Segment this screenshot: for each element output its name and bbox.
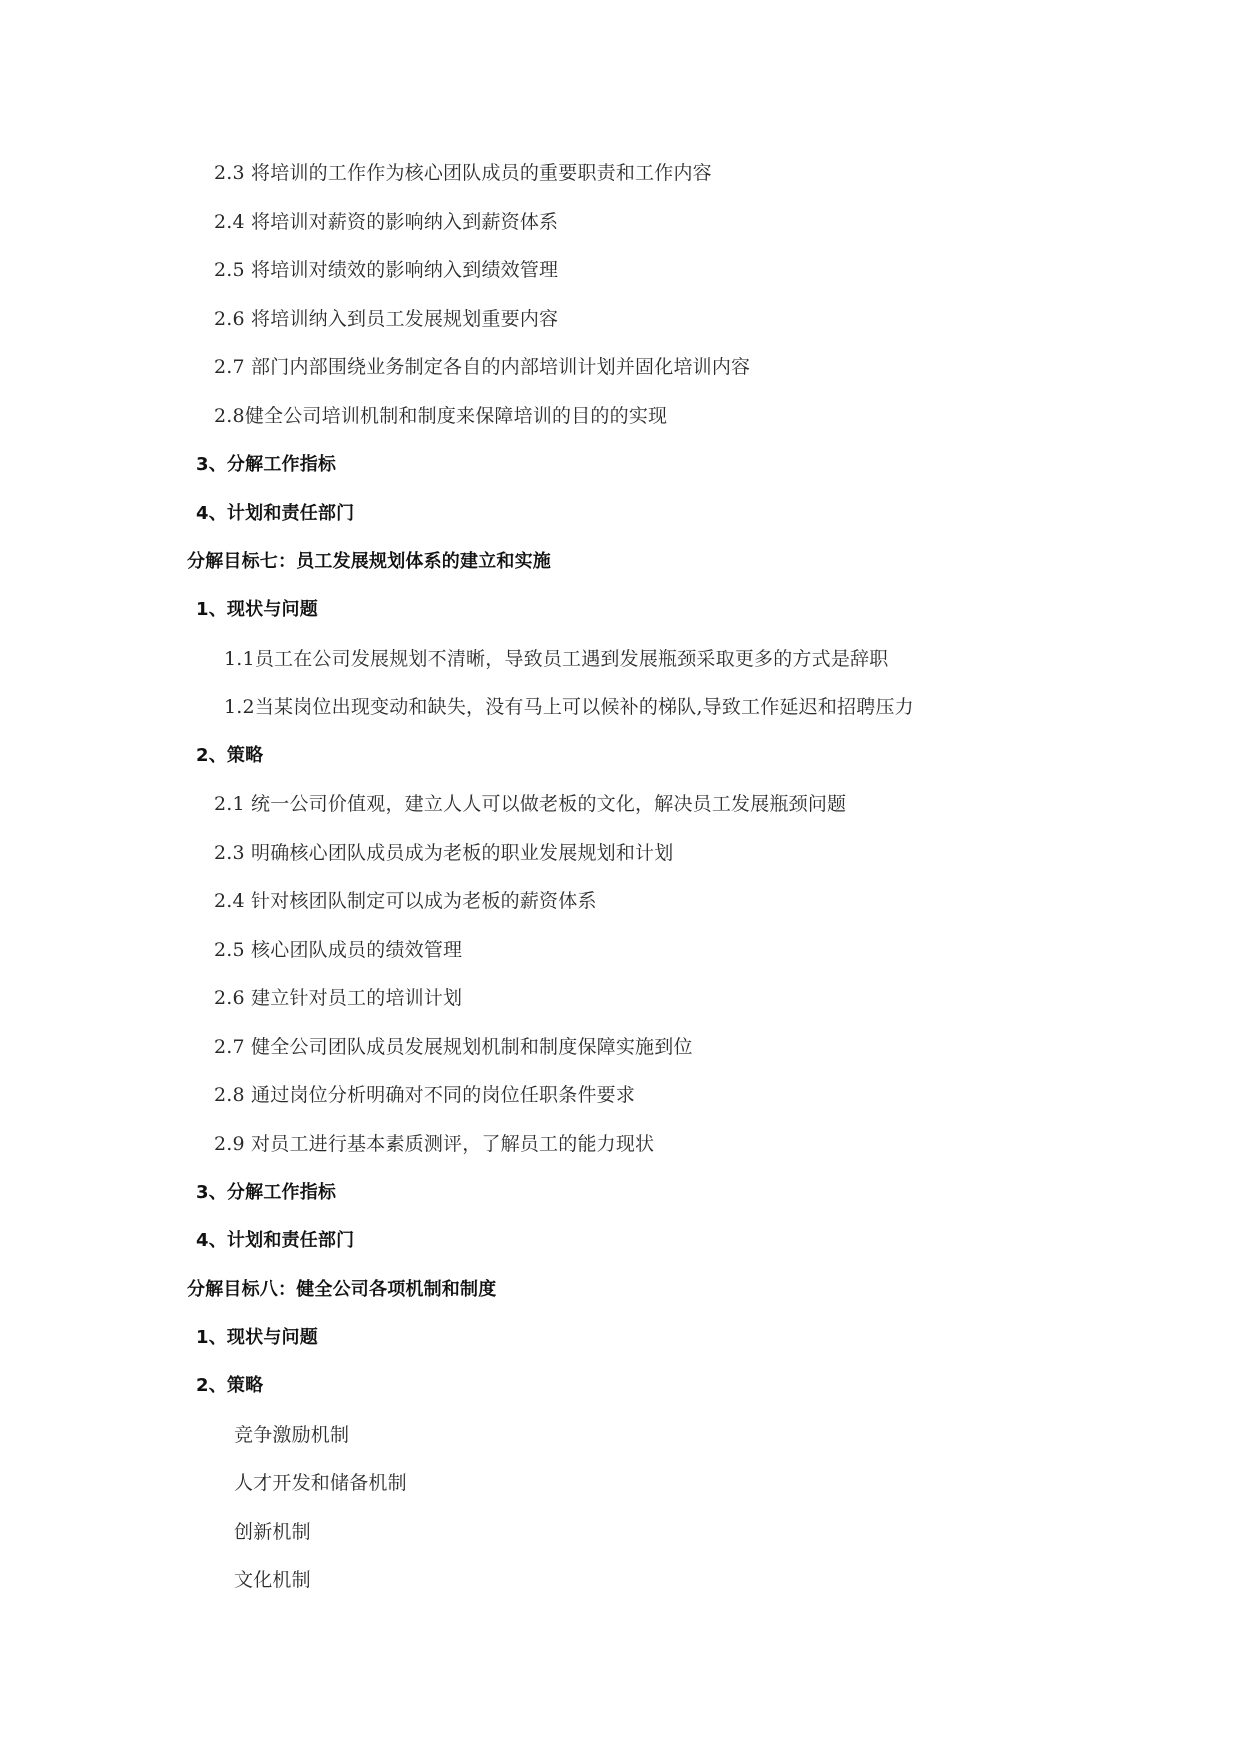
strategy-item-2-3: 2.3 明确核心团队成员成为老板的职业发展规划和计划 — [214, 842, 674, 864]
strategy-item-2-6: 2.6 将培训纳入到员工发展规划重要内容 — [214, 308, 559, 330]
issue-item-1-2: 1.2当某岗位出现变动和缺失，没有马上可以候补的梯队,导致工作延迟和招聘压力 — [224, 696, 914, 718]
strategy-item-2-8: 2.8 通过岗位分析明确对不同的岗位任职条件要求 — [214, 1084, 636, 1106]
mechanism-item: 创新机制 — [234, 1521, 311, 1543]
strategy-item-2-3: 2.3 将培训的工作作为核心团队成员的重要职责和工作内容 — [214, 162, 712, 184]
section-heading-plan-departments: 4、计划和责任部门 — [196, 503, 355, 524]
section-heading-plan-departments: 4、计划和责任部门 — [196, 1230, 355, 1251]
strategy-item-2-1: 2.1 统一公司价值观，建立人人可以做老板的文化，解决员工发展瓶颈问题 — [214, 793, 847, 815]
section-heading-strategy: 2、策略 — [196, 1375, 264, 1396]
mechanism-item: 竞争激励机制 — [234, 1424, 350, 1446]
mechanism-item: 人才开发和储备机制 — [234, 1472, 407, 1494]
strategy-item-2-7: 2.7 部门内部围绕业务制定各自的内部培训计划并固化培训内容 — [214, 356, 751, 378]
issue-item-1-1: 1.1员工在公司发展规划不清晰，导致员工遇到发展瓶颈采取更多的方式是辞职 — [224, 648, 889, 670]
strategy-item-2-9: 2.9 对员工进行基本素质测评，了解员工的能力现状 — [214, 1133, 655, 1155]
strategy-item-2-8: 2.8健全公司培训机制和制度来保障培训的目的的实现 — [214, 405, 668, 427]
section-heading-strategy: 2、策略 — [196, 745, 264, 766]
strategy-item-2-6: 2.6 建立针对员工的培训计划 — [214, 987, 463, 1009]
section-heading-work-indicators: 3、分解工作指标 — [196, 454, 337, 475]
strategy-item-2-7: 2.7 健全公司团队成员发展规划机制和制度保障实施到位 — [214, 1036, 693, 1058]
strategy-item-2-5: 2.5 核心团队成员的绩效管理 — [214, 939, 463, 961]
goal-heading-seven: 分解目标七：员工发展规划体系的建立和实施 — [187, 551, 551, 572]
strategy-item-2-5: 2.5 将培训对绩效的影响纳入到绩效管理 — [214, 259, 559, 281]
section-heading-status-issues: 1、现状与问题 — [196, 599, 318, 620]
mechanism-item: 文化机制 — [234, 1569, 311, 1591]
section-heading-status-issues: 1、现状与问题 — [196, 1327, 318, 1348]
goal-heading-eight: 分解目标八：健全公司各项机制和制度 — [187, 1279, 497, 1300]
strategy-item-2-4: 2.4 将培训对薪资的影响纳入到薪资体系 — [214, 211, 559, 233]
section-heading-work-indicators: 3、分解工作指标 — [196, 1182, 337, 1203]
strategy-item-2-4: 2.4 针对核团队制定可以成为老板的薪资体系 — [214, 890, 597, 912]
